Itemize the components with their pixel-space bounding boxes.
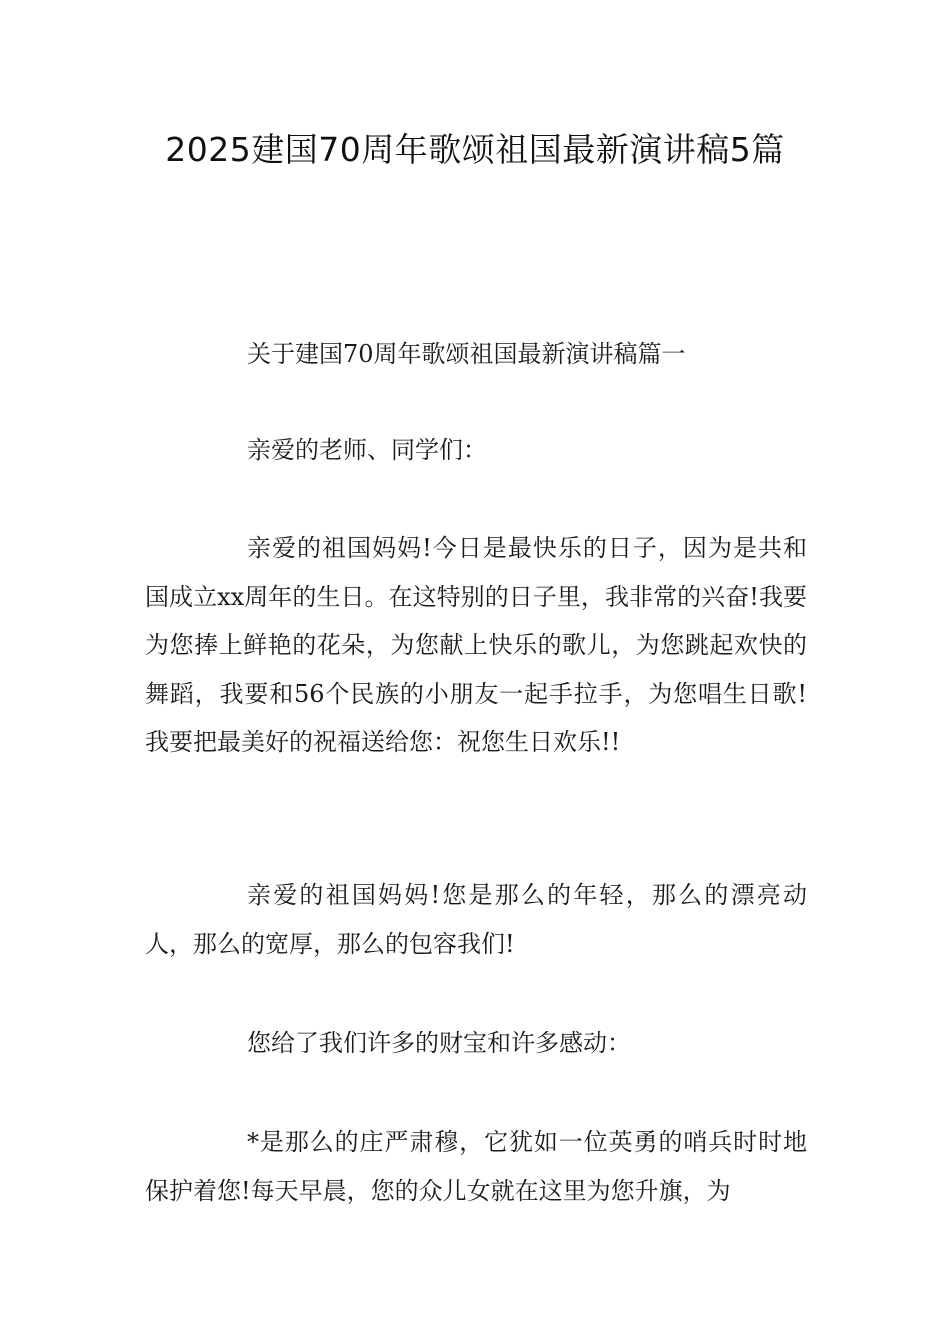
paragraph: 亲爱的祖国妈妈!今日是最快乐的日子，因为是共和国成立xx周年的生日。在这特别的日子里，我非常的兴奋!我要为您捧上鲜艳的花朵，为您献上快乐的歌儿，为您跳起欢快的舞蹈，我要和56个民族的小朋友一起手拉手，为您唱生日歌!我要把最美好的祝福送给您：祝您生日欢乐!! xyxy=(145,534,807,756)
paragraph: 您给了我们许多的财宝和许多感动： xyxy=(247,1029,631,1057)
paragraph: *是那么的庄严肃穆，它犹如一位英勇的哨兵时时地保护着您!每天早晨，您的众儿女就在这里为您升旗，为 xyxy=(145,1128,807,1205)
paragraph: 亲爱的祖国妈妈!您是那么的年轻，那么的漂亮动人，那么的宽厚，那么的包容我们! xyxy=(145,881,807,958)
salutation: 亲爱的老师、同学们： xyxy=(247,436,487,464)
section-heading: 关于建国70周年歌颂祖国最新演讲稿篇一 xyxy=(247,340,686,368)
document-title: 2025建国70周年歌颂祖国最新演讲稿5篇 xyxy=(165,130,785,169)
